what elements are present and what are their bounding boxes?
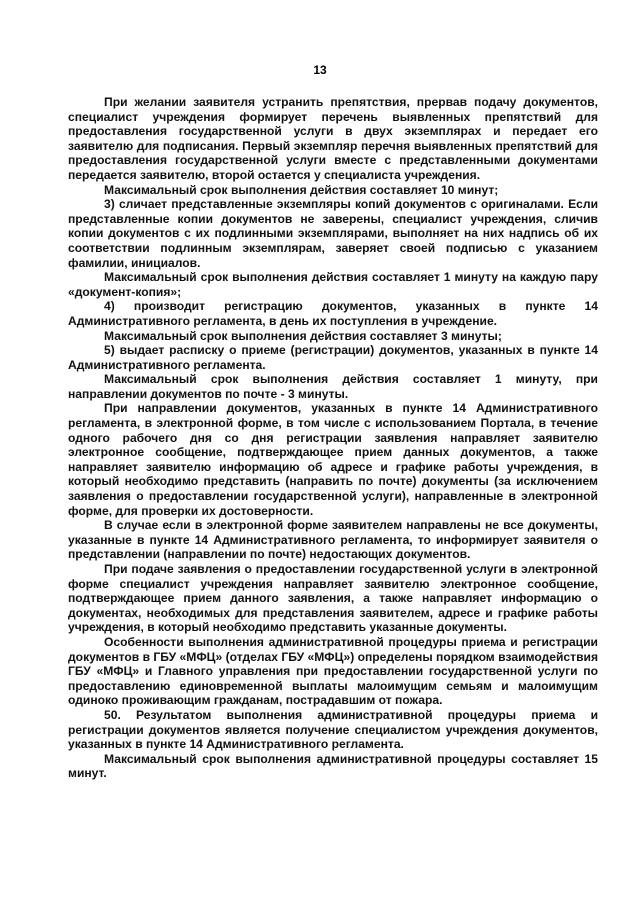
paragraph: 3) сличает представленные экземпляры копий документов с оригиналами. Если представленные копии документов не заверены, специалист учреждения, сличив копии документов с их подлинными экземплярами, выполняет на них надпись об их соответствии подлинным экземплярам, заверяет своей подписью с указанием фамилии, инициалов. bbox=[68, 197, 598, 270]
paragraph: 50. Результатом выполнения административной процедуры приема и регистрации документов является получение специалистом учреждения документов, указанных в пункте 14 Административного регламента. bbox=[68, 707, 598, 752]
paragraph: 5) выдает расписку о приеме (регистрации) документов, указанных в пункте 14 Административного регламента. bbox=[68, 343, 598, 372]
paragraph: Особенности выполнения административной процедуры приема и регистрации документов в ГБУ «МФЦ» (отделах ГБУ «МФЦ») определены порядком взаимодействия ГБУ «МФЦ» и Главного управления при предоставлении государственной услуги по предоставлению единовременной выплаты малоимущим семьям и малоимущим одиноко проживающим гражданам, пострадавшим от пожара. bbox=[68, 634, 598, 708]
paragraph: При подаче заявления о предоставлении государственной услуги в электронной форме специалист учреждения направляет заявителю электронное сообщение, подтверждающее прием данного заявления, а также направляет информацию о документах, необходимых для представления заявителем, адресе и графике работы учреждения, в который необходимо представить указанные документы. bbox=[68, 562, 598, 635]
paragraph: При направлении документов, указанных в пункте 14 Административного регламента, в электронной форме, в том числе с использованием Портала, в течение одного рабочего дня со дня регистрации заявления направляет заявителю электронное сообщение, подтверждающее прием данных документов, а также направляет заявителю информацию об адресе и графике работы учреждения, в который необходимо представить (направить по почте) документы (за исключением заявления о предоставлении государственной услуги), направленные в электронной форме, для проверки их достоверности. bbox=[68, 401, 598, 518]
paragraph: Максимальный срок выполнения действия составляет 1 минуту на каждую пару «документ-копия»; bbox=[68, 270, 598, 299]
document-body bbox=[68, 95, 598, 781]
paragraph: В случае если в электронной форме заявителем направлены не все документы, указанные в пункте 14 Административного регламента, то информирует заявителя о представлении (направлении по почте) недостающих документов. bbox=[68, 518, 598, 562]
page-number: 13 bbox=[313, 63, 327, 77]
paragraph: Максимальный срок выполнения административной процедуры составляет 15 минут. bbox=[68, 751, 598, 781]
paragraph: При желании заявителя устранить препятствия, прервав подачу документов, специалист учреждения формирует перечень выявленных препятствий для предоставления государственной услуги в двух экземплярах и передает его заявителю для подписания. Первый экземпляр перечня выявленных препятствий для предоставления государственной услуги вместе с представленными документами передается заявителю, второй остается у специалиста учреждения. bbox=[68, 95, 598, 182]
paragraph: 4) производит регистрацию документов, указанных в пункте 14 Административного регламента, в день их поступления в учреждение. bbox=[68, 299, 598, 328]
paragraph: Максимальный срок выполнения действия составляет 10 минут; bbox=[104, 182, 499, 197]
paragraph: Максимальный срок выполнения действия составляет 3 минуты; bbox=[104, 328, 502, 343]
paragraph: Максимальный срок выполнения действия составляет 1 минуту, при направлении документов по почте - 3 минуты. bbox=[68, 372, 598, 401]
